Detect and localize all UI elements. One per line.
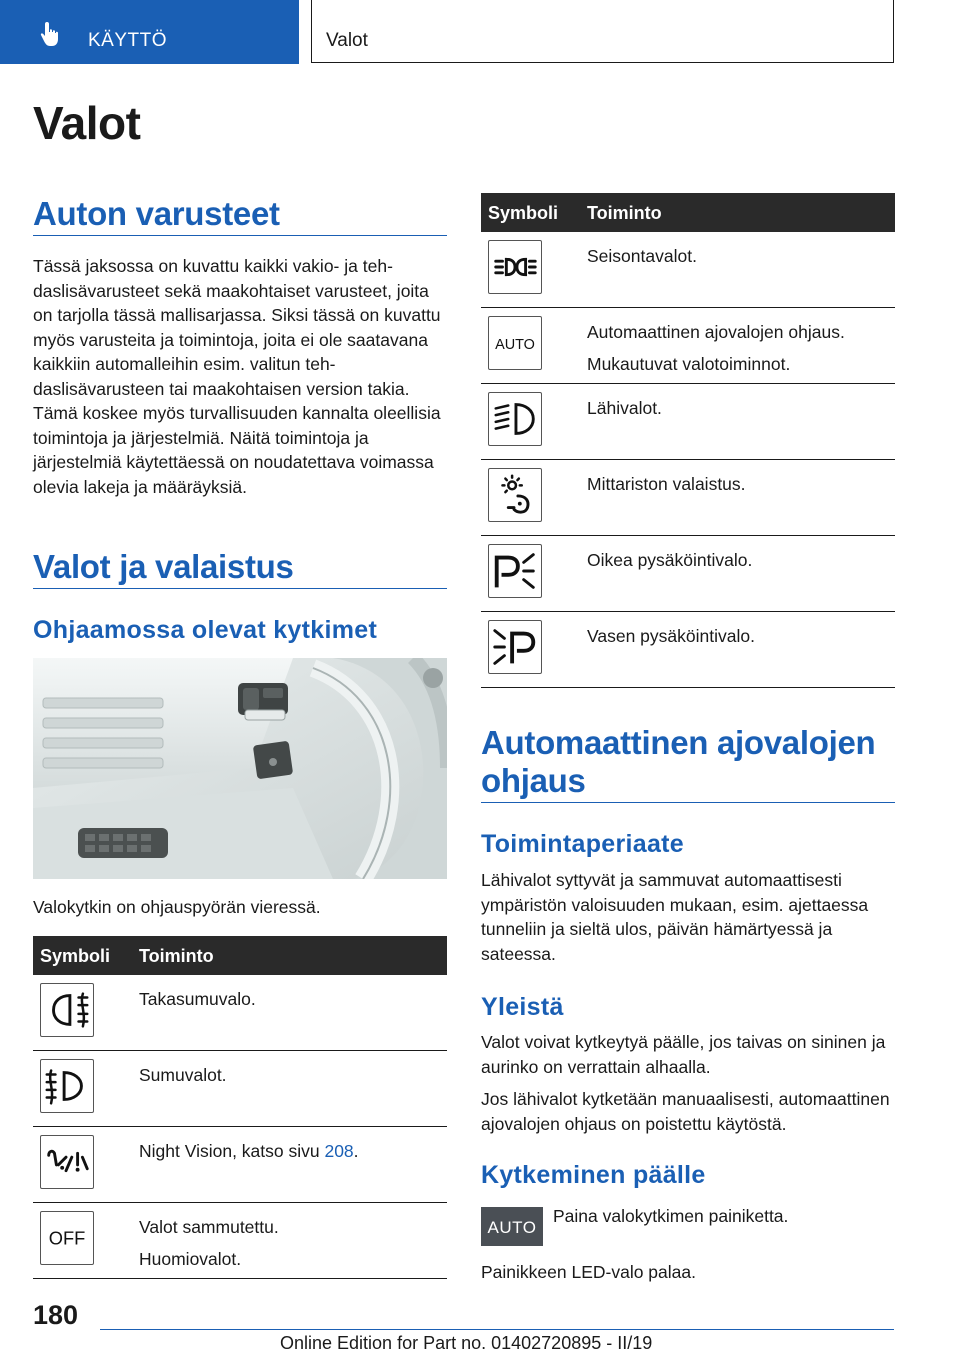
heading-valot-ja-valaistus: Valot ja valaistus bbox=[33, 548, 294, 585]
chapter-tab[interactable] bbox=[0, 0, 299, 64]
row-description bbox=[139, 1063, 447, 1095]
row-text: Sumuvalot. bbox=[139, 1065, 227, 1085]
row-description bbox=[587, 396, 895, 428]
led-text: Painikkeen LED-valo palaa. bbox=[481, 1262, 696, 1282]
heading-toimintaperiaate: Toimintaperiaate bbox=[481, 830, 684, 858]
front-fog-light-icon bbox=[40, 1059, 94, 1113]
auto-light-icon bbox=[488, 316, 542, 370]
parking-lights-icon bbox=[488, 240, 542, 294]
table-row bbox=[33, 1203, 447, 1279]
row-text: Lähivalot. bbox=[587, 398, 662, 418]
breadcrumb bbox=[311, 0, 894, 63]
row-description bbox=[587, 472, 895, 504]
table-row bbox=[33, 975, 447, 1051]
row-text: Mittariston valaistus. bbox=[587, 474, 746, 494]
row-text: Mukautuvat valotoiminnot. bbox=[587, 354, 791, 374]
row-text: Takasumuvalo. bbox=[139, 989, 256, 1009]
heading-rule bbox=[33, 235, 447, 236]
row-text: Valot sammutettu. bbox=[139, 1217, 279, 1237]
table-row bbox=[481, 612, 895, 688]
enable-text: Paina valokytkimen painiketta. bbox=[553, 1206, 789, 1226]
edition-note: Online Edition for Part no. 01402720895 - II/19 bbox=[280, 1333, 653, 1353]
table-row bbox=[481, 460, 895, 536]
heading-kytkeminen-paalle: Kytkeminen päälle bbox=[481, 1161, 706, 1189]
symbol-column-header: Symboli bbox=[488, 203, 559, 223]
row-description bbox=[139, 1215, 447, 1279]
function-column-header: Toiminto bbox=[139, 946, 214, 966]
row-description bbox=[587, 548, 895, 580]
principle-paragraph bbox=[481, 868, 897, 966]
general-paragraph bbox=[481, 1030, 897, 1136]
row-description bbox=[587, 624, 895, 656]
general-text-1: Valot voivat kytkeytyä päälle, jos taivas on sininen ja aurinko on verrattain alhaalla. bbox=[481, 1032, 886, 1077]
row-text: Seisontavalot. bbox=[587, 246, 697, 266]
page-link-208[interactable]: 208 bbox=[324, 1141, 354, 1161]
table-row bbox=[33, 1127, 447, 1203]
row-text bbox=[139, 1139, 447, 1163]
table-row bbox=[33, 1051, 447, 1127]
symbol-column-header: Symboli bbox=[40, 946, 111, 966]
photo-caption bbox=[33, 895, 447, 920]
heading-ohjaamossa-olevat-kytkimet: Ohjaamossa olevat kytkimet bbox=[33, 616, 378, 644]
page-title: Valot bbox=[33, 97, 141, 149]
heading-auton-varusteet: Auton varusteet bbox=[33, 195, 280, 232]
equipment-text: Tässä jaksossa on kuvattu kaikki vakio- ja tehdaslisävarusteet sekä maakohtaiset varusteet, joita on tarjolla tässä mallisarjassa. Siksi tässä on kuvattu myös varusteita ja toimintoja, joita ei ole saatavana kaikkiin automalleihin esim. valitun tehdaslisävarusteen tai maakohtaisen version takia. Tämä koskee myös turvallisuuden kannalta oleellisia toimintoja ja järjestelmiä. Näitä toimintoja ja järjestelmiä käytettäessä on noudatettava voimassa olevia lakeja ja määräyksiä. bbox=[33, 256, 441, 497]
off-icon-text: OFF bbox=[48, 1227, 86, 1249]
row-description bbox=[587, 244, 895, 276]
cockpit-illustration bbox=[33, 658, 447, 879]
table-row bbox=[481, 384, 895, 460]
low-beam-icon bbox=[488, 392, 542, 446]
table-row bbox=[481, 536, 895, 612]
page-number: 180 bbox=[33, 1300, 79, 1330]
table-row bbox=[481, 308, 895, 384]
left-symbol-table bbox=[33, 936, 447, 1279]
led-paragraph bbox=[481, 1260, 895, 1285]
row-text-part: . bbox=[353, 1141, 359, 1161]
heading-yleista: Yleistä bbox=[481, 993, 564, 1021]
auto-icon-text: AUTO bbox=[495, 336, 535, 353]
equipment-paragraph bbox=[33, 254, 449, 499]
row-description bbox=[139, 1139, 447, 1171]
pointing-hand-icon bbox=[38, 20, 66, 48]
table-row bbox=[481, 232, 895, 308]
left-parking-light-icon bbox=[488, 620, 542, 674]
breadcrumb-label: Valot bbox=[326, 30, 368, 51]
row-text: Vasen pysäköintivalo. bbox=[587, 626, 755, 646]
night-vision-icon bbox=[40, 1135, 94, 1189]
rear-fog-light-icon bbox=[40, 983, 94, 1037]
right-parking-light-icon bbox=[488, 544, 542, 598]
row-text: Huomiovalot. bbox=[139, 1249, 242, 1269]
lights-off-icon bbox=[40, 1211, 94, 1265]
chapter-tab-label: KÄYTTÖ bbox=[88, 30, 168, 51]
heading-automaattinen-ajovalojen-ohjaus: Automaattinen ajovalojen ohjaus bbox=[481, 724, 876, 799]
light-switch-photo bbox=[33, 658, 447, 879]
enable-paragraph bbox=[553, 1204, 893, 1229]
general-text-2: Jos lähivalot kytketään manuaalisesti, automaattinen ajovalojen ohjaus on poistettu käytöstä. bbox=[481, 1089, 890, 1134]
heading-rule bbox=[481, 802, 895, 803]
row-text: Automaattinen ajovalojen ohjaus. bbox=[587, 322, 845, 342]
principle-text: Lähivalot syttyvät ja sammuvat automaattisesti ympäristön valoisuuden mukaan, esim. ajettaessa tunneliin ja sieltä ulos, päivän hämärtyessä ja sateessa. bbox=[481, 870, 869, 964]
heading-rule bbox=[33, 588, 447, 589]
table-header bbox=[481, 193, 895, 232]
auto-light-button-icon bbox=[481, 1207, 543, 1246]
row-description bbox=[587, 320, 895, 384]
function-column-header: Toiminto bbox=[587, 203, 662, 223]
auto-button-label: AUTO bbox=[487, 1218, 537, 1237]
instrument-lighting-icon bbox=[488, 468, 542, 522]
row-text: Oikea pysäköintivalo. bbox=[587, 550, 753, 570]
row-description bbox=[139, 987, 447, 1019]
table-header bbox=[33, 936, 447, 975]
right-symbol-table bbox=[481, 193, 895, 688]
photo-caption-text: Valokytkin on ohjauspyörän vieressä. bbox=[33, 897, 321, 917]
footer-rule bbox=[100, 1329, 894, 1330]
row-text-part: Night Vision, katso sivu bbox=[139, 1141, 325, 1161]
